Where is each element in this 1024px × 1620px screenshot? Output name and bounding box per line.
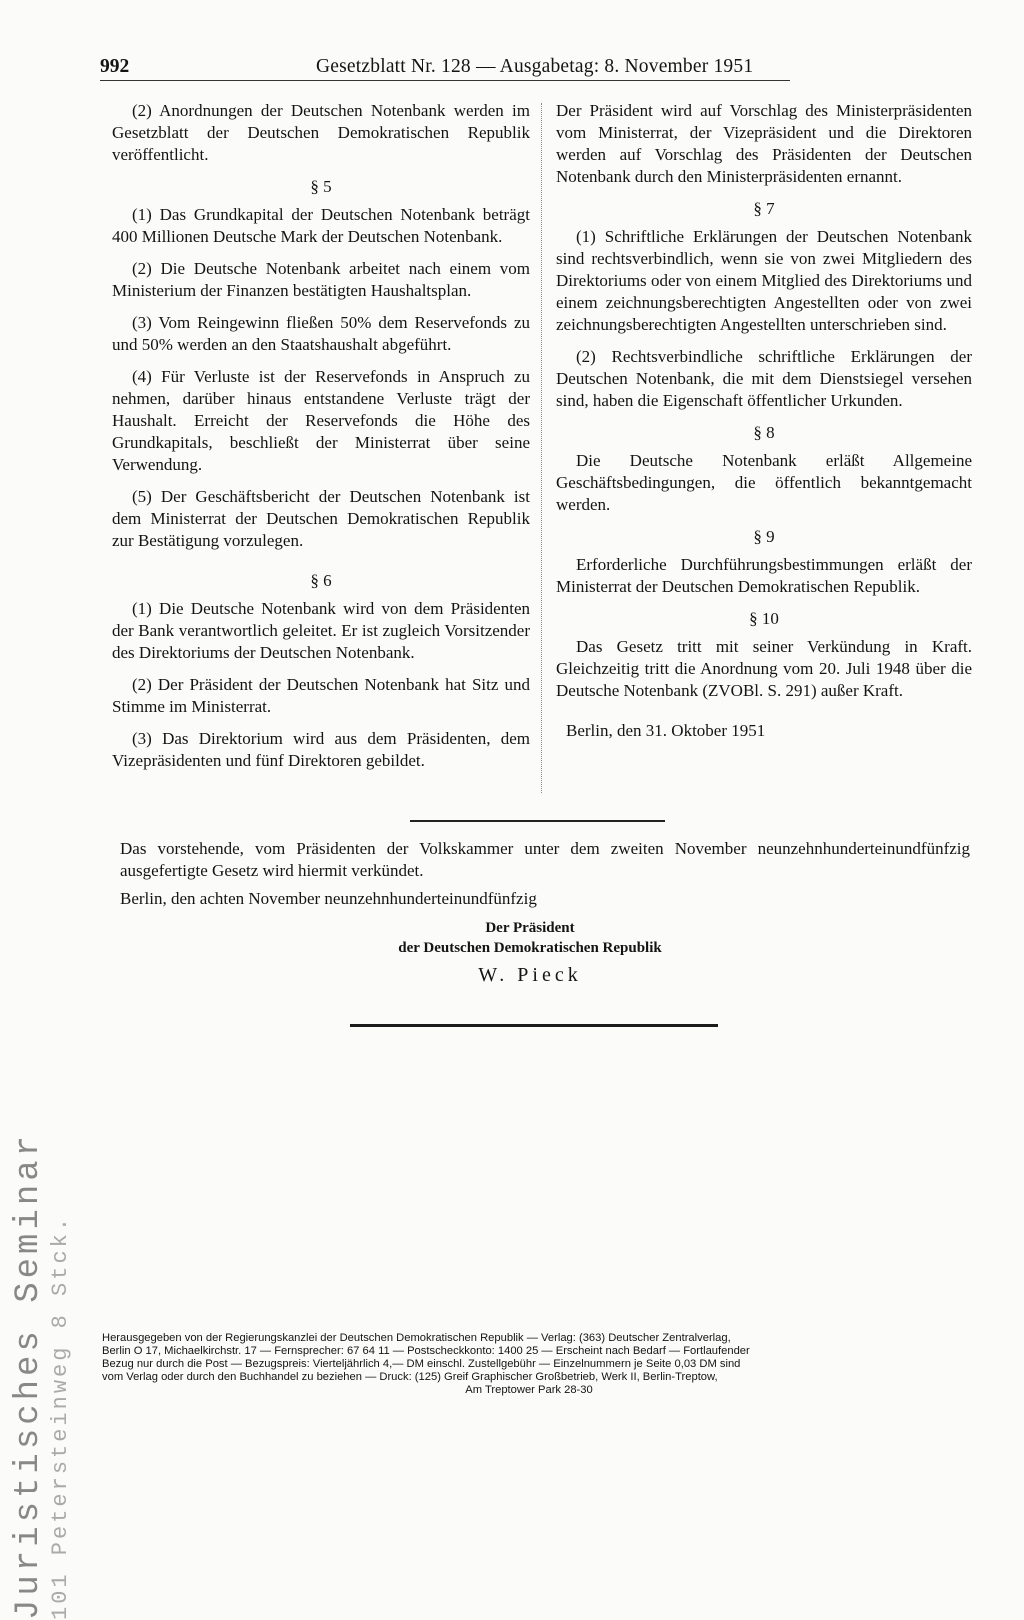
paragraph-10: Das Gesetz tritt mit seiner Verkündung in Kraft. Gleichzeitig tritt die Anordnung vom 20. Juli 1948 über die Deutsche Notenbank (ZVOBl. S. 291) außer Kraft. (556, 637, 972, 700)
law-date: Berlin, den 31. Oktober 1951 (566, 721, 766, 740)
promulgation-text: Das vorstehende, vom Präsidenten der Volkskammer unter dem zweiten November neunzehnhunderteinundfünfzig ausgefertigte Gesetz wird hiermit verkündet. (120, 839, 970, 880)
signatory-title: Der Präsident (485, 920, 575, 936)
gazette-title: Gesetzblatt Nr. 128 — Ausgabetag: 8. November 1951 (316, 56, 754, 77)
signatory-name: W. Pieck (478, 964, 582, 986)
left-column (112, 100, 530, 782)
page-header (100, 52, 790, 86)
paragraph-6-3: (3) Das Direktorium wird aus dem Präsidenten, dem Vizepräsidenten und fünf Direktoren gebildet. (112, 729, 530, 770)
library-stamp (10, 860, 90, 1620)
paragraph-9: Erforderliche Durchführungsbestimmungen erläßt der Ministerrat der Deutschen Demokratischen Republik. (556, 555, 972, 596)
right-column (556, 100, 972, 752)
header-rule (100, 80, 790, 81)
paragraph-7-2: (2) Rechtsverbindliche schriftliche Erklärungen der Deutschen Notenbank, die mit dem Dienstsiegel versehen sind, haben die Eigenschaft öffentlicher Urkunden. (556, 347, 972, 410)
stamp-line-2: 101 Petersteinweg 8 Stck. (48, 1214, 73, 1620)
paragraph-5-4: (4) Für Verluste ist der Reservefonds in Anspruch zu nehmen, darüber hinaus entstandene Verluste trägt der Haushalt. Erreicht der Reservefonds die Höhe des Grundkapitals, beschließt der Ministerrat über seine Verwendung. (112, 367, 530, 474)
separator-rule (410, 820, 665, 822)
paragraph-4-2: (2) Anordnungen der Deutschen Notenbank werden im Gesetzblatt der Deutschen Demokratischen Republik veröffentlicht. (112, 101, 530, 164)
paragraph-7-1: (1) Schriftliche Erklärungen der Deutschen Notenbank sind rechtsverbindlich, wenn sie von zwei Mitgliedern des Direktoriums oder von einem Mitglied des Direktoriums und einem zeichnungsberechtigten Angestellten oder von zwei zeichnungsberechtigten Angestellten unterschrieben sind. (556, 227, 972, 334)
signature-block (350, 918, 710, 987)
promulgation-place-date: Berlin, den achten November neunzehnhunderteinundfünfzig (120, 889, 537, 908)
closing-rule (350, 1024, 718, 1027)
paragraph-6-2: (2) Der Präsident der Deutschen Notenbank hat Sitz und Stimme im Ministerrat. (112, 675, 530, 716)
section-heading-8: § 8 (753, 423, 775, 442)
imprint-line-2: Berlin O 17, Michaelkirchstr. 17 — Fernsprecher: 67 64 11 — Postscheckkonto: 1400 25 — Erscheint nach Bedarf — Fortlaufender (102, 1345, 750, 1357)
imprint-line-3: Bezug nur durch die Post — Bezugspreis: Vierteljährlich 4,— DM einschl. Zustellgebühr — Einzelnummern je Seite 0,03 DM sind (102, 1358, 741, 1370)
paragraph-5-2: (2) Die Deutsche Notenbank arbeitet nach einem vom Ministerium der Finanzen bestätigten Haushaltsplan. (112, 259, 530, 300)
paragraph-5-5: (5) Der Geschäftsbericht der Deutschen Notenbank ist dem Ministerrat der Deutschen Demokratischen Republik zur Bestätigung vorzulegen. (112, 487, 530, 550)
promulgation-notice (120, 838, 970, 910)
column-divider (541, 103, 542, 793)
section-heading-5: § 5 (310, 177, 332, 196)
section-heading-10: § 10 (749, 609, 779, 628)
paragraph-6-continued: Der Präsident wird auf Vorschlag des Ministerpräsidenten vom Ministerrat, der Vizepräsident und die Direktoren werden auf Vorschlag des Präsidenten der Deutschen Notenbank durch den Ministerpräsidenten ernannt. (556, 101, 972, 186)
section-heading-6: § 6 (310, 571, 332, 590)
imprint-line-1: Herausgegeben von der Regierungskanzlei der Deutschen Demokratischen Republik — Verlag: (363) Deutscher Zentralverlag, (102, 1332, 731, 1344)
signatory-office: der Deutschen Demokratischen Republik (398, 940, 662, 956)
section-heading-7: § 7 (753, 199, 775, 218)
page-number: 992 (100, 56, 130, 77)
paragraph-5-3: (3) Vom Reingewinn fließen 50% dem Reservefonds zu und 50% werden an den Staatshaushalt abgeführt. (112, 313, 530, 354)
imprint-line-5: Am Treptower Park 28-30 (465, 1384, 593, 1396)
stamp-line-1: Juristisches Seminar (10, 1131, 48, 1620)
paragraph-8: Die Deutsche Notenbank erläßt Allgemeine Geschäftsbedingungen, die öffentlich bekanntgemacht werden. (556, 451, 972, 514)
section-heading-9: § 9 (753, 527, 775, 546)
paragraph-5-1: (1) Das Grundkapital der Deutschen Notenbank beträgt 400 Millionen Deutsche Mark der Deutschen Notenbank. (112, 205, 530, 246)
imprint-line-4: vom Verlag oder durch den Buchhandel zu beziehen — Druck: (125) Greif Graphischer Großbetrieb, Werk II, Berlin-Treptow, (102, 1371, 718, 1383)
paragraph-6-1: (1) Die Deutsche Notenbank wird von dem Präsidenten der Bank verantwortlich geleitet. Er ist zugleich Vorsitzender des Direktoriums der Deutschen Notenbank. (112, 599, 530, 662)
publisher-imprint (102, 1332, 956, 1397)
